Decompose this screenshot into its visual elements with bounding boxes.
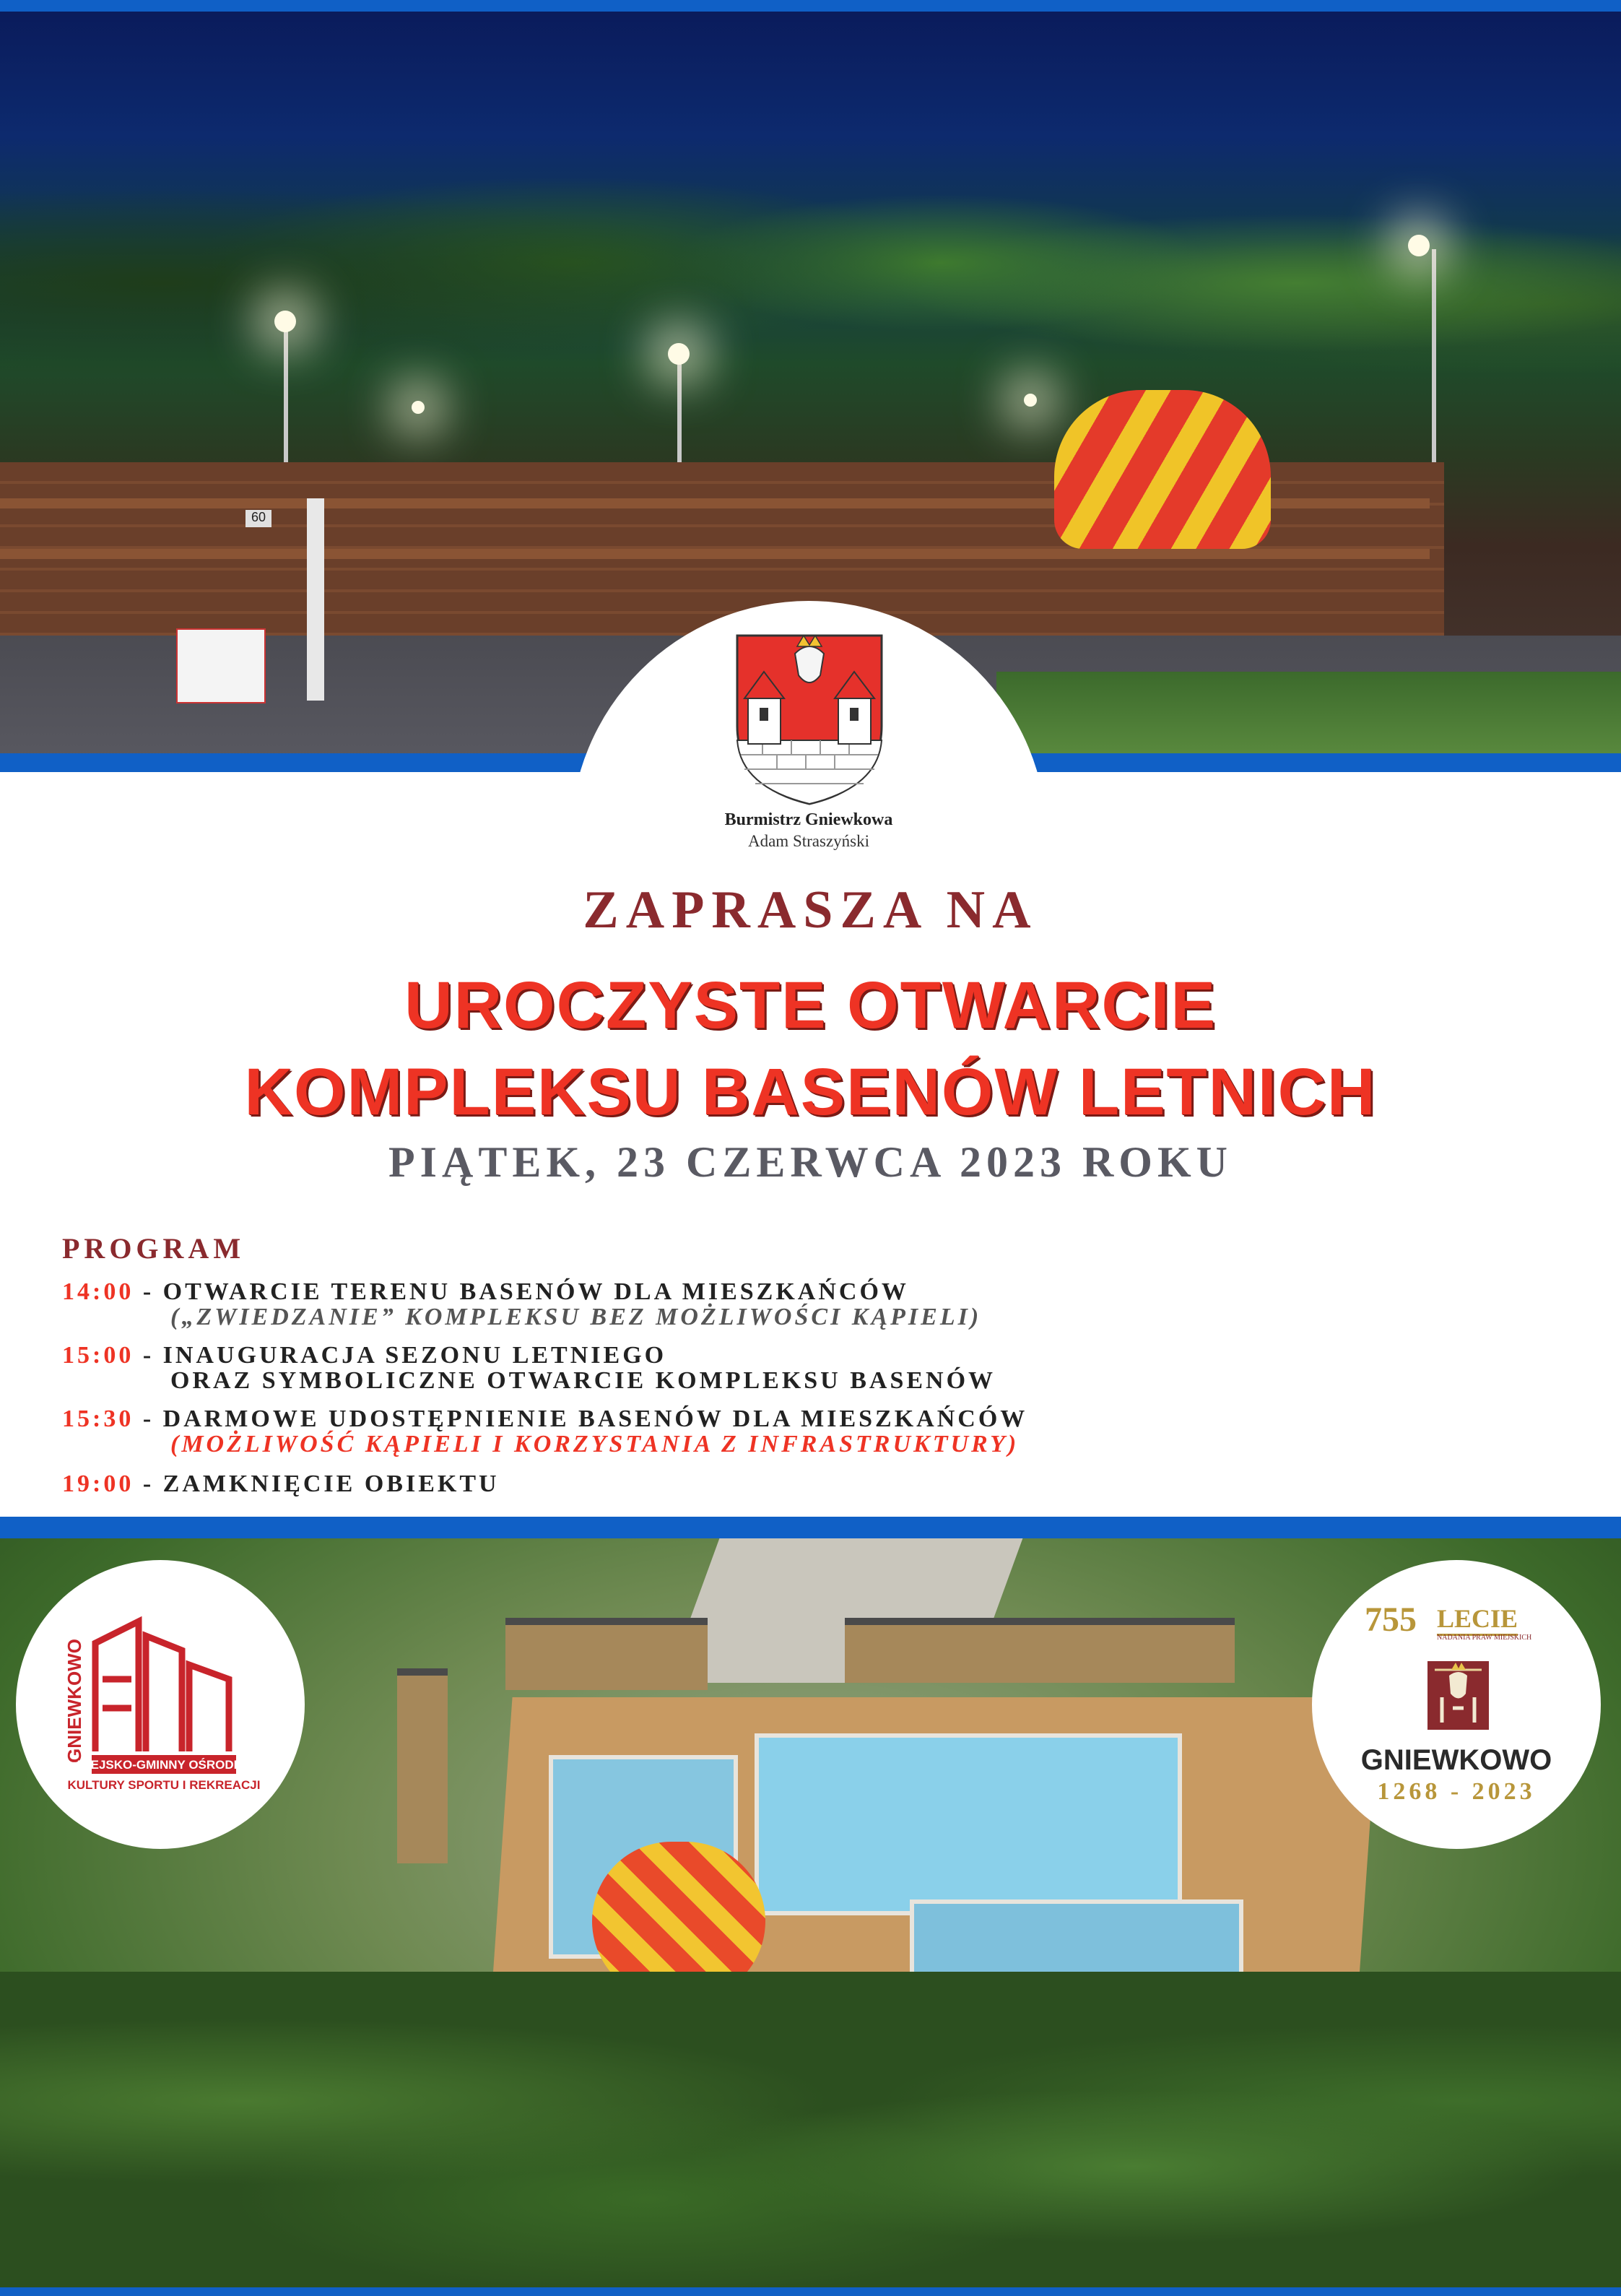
- anniversary-years: 1268 - 2023: [1377, 1778, 1536, 1805]
- top-blue-bar: [0, 0, 1621, 12]
- anniversary-crest-icon: [1424, 1654, 1492, 1733]
- building: [845, 1618, 1235, 1683]
- program-text: - OTWARCIE TERENU BASENÓW DLA MIESZKAŃCÓW: [134, 1278, 909, 1305]
- program-subtext: (MOŻLIWOŚĆ KĄPIELI I KORZYSTANIA Z INFRASTRUKTURY): [170, 1431, 1020, 1457]
- program-text: - DARMOWE UDOSTĘPNIENIE BASENÓW DLA MIESZKAŃCÓW: [134, 1405, 1028, 1432]
- depth-sign: 60: [245, 510, 271, 527]
- program-item: [62, 1342, 666, 1369]
- street-lamp: [668, 343, 690, 365]
- building: [505, 1618, 708, 1690]
- logo-vertical-text: GNIEWKOWO: [64, 1639, 85, 1763]
- gniewkowo-coat-of-arms: [734, 632, 885, 805]
- event-date: PIĄTEK, 23 CZERWCA 2023 ROKU: [388, 1138, 1233, 1186]
- program-item: [62, 1278, 909, 1306]
- shower-post: [307, 498, 324, 701]
- event-title-line-2: KOMPLEKSU BASENÓW LETNICH: [244, 1055, 1377, 1129]
- program-item: [62, 1470, 500, 1498]
- crest-caption-name: Adam Straszyński: [747, 832, 869, 850]
- program-time: 15:30: [62, 1405, 134, 1432]
- lawn: [996, 672, 1621, 758]
- street-lamp: [1408, 235, 1430, 256]
- logo-line-2: KULTURY SPORTU I REKREACJI: [67, 1778, 261, 1792]
- deck-railing: [0, 549, 1430, 559]
- program-time: 15:00: [62, 1342, 134, 1369]
- trees-foreground: [0, 1972, 1621, 2296]
- anniversary-subtitle: NADANIA PRAW MIEJSKICH: [1437, 1634, 1532, 1642]
- building: [397, 1668, 448, 1863]
- pool-rules-sign: [176, 628, 266, 703]
- program-text: - INAUGURACJA SEZONU LETNIEGO: [134, 1342, 667, 1369]
- mgoksir-logo: [52, 1593, 269, 1809]
- program-time: 14:00: [62, 1278, 134, 1305]
- program-item: [62, 1405, 1027, 1433]
- invite-lead: ZAPRASZA NA: [583, 880, 1038, 940]
- crest-caption-title: Burmistrz Gniewkowa: [724, 810, 893, 829]
- water-slide: [1054, 390, 1271, 549]
- event-title-line-1: UROCZYSTE OTWARCIE: [404, 969, 1217, 1042]
- anniversary-town: GNIEWKOWO: [1360, 1744, 1552, 1776]
- trees-background: [0, 101, 1621, 506]
- blue-band-lower: [0, 1517, 1621, 1538]
- logo-line-1: MIEJSKO-GMINNY OŚRODEK: [77, 1758, 251, 1772]
- street-lamp: [274, 311, 296, 332]
- program-subtext: („ZWIEDZANIE” KOMPLEKSU BEZ MOŻLIWOŚCI KĄPIELI): [170, 1304, 982, 1330]
- program-subtext: ORAZ SYMBOLICZNE OTWARCIE KOMPLEKSU BASENÓW: [170, 1367, 996, 1394]
- pool-main: [755, 1733, 1182, 1915]
- anniversary-word: LECIE: [1437, 1603, 1518, 1636]
- street-lamp: [412, 401, 425, 414]
- anniversary-number: 755: [1365, 1600, 1417, 1639]
- street-lamp: [1024, 394, 1037, 407]
- bottom-blue-bar: [0, 2287, 1621, 2296]
- program-text: - ZAMKNIĘCIE OBIEKTU: [134, 1470, 500, 1497]
- program-heading: PROGRAM: [62, 1232, 245, 1265]
- program-time: 19:00: [62, 1470, 134, 1497]
